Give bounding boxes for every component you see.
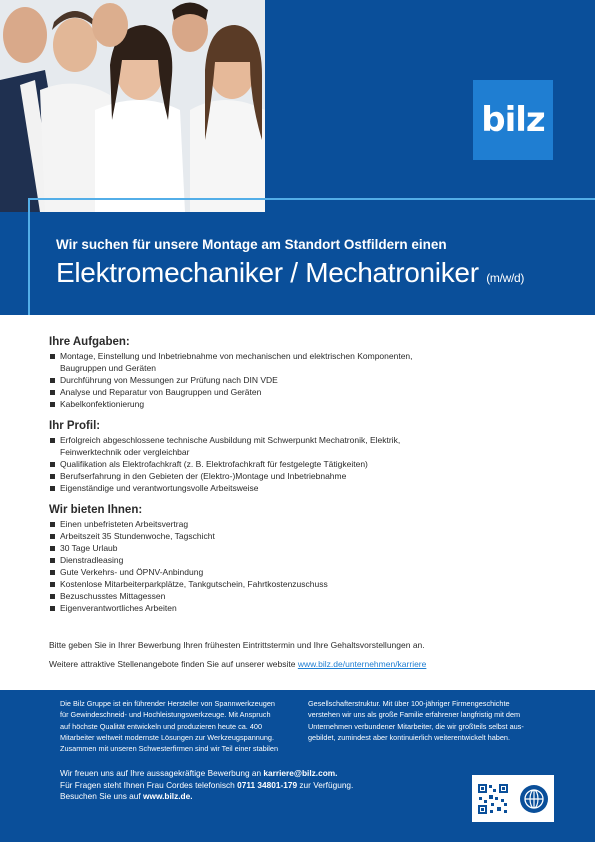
list-item: Arbeitszeit 35 Stundenwoche, Tagschicht	[49, 530, 569, 542]
list-item: Einen unbefristeten Arbeitsvertrag	[49, 518, 569, 530]
phone-number[interactable]: 0711 34801-179	[237, 779, 298, 790]
about-right: Gesellschafterstruktur. Mit über 100-jähriger Firmengeschichte verstehen wir uns als große Familie erfahrener langfristig mit dem Unternehmen verbundener Mitarbeiter, die wir großteils selbst aus- gebildet, zumindest aber kontinuierlich weiterentwickelt haben.	[308, 699, 524, 742]
job-title	[56, 257, 524, 289]
list-item: Analyse und Reparatur von Baugruppen und Geräten	[49, 386, 569, 398]
about-left: Die Bilz Gruppe ist ein führender Hersteller von Spannwerkzeugen für Gewindeschneid- und Hochleistungswerkzeuge. Mit Anspruch auf höchste Qualität entwickeln und produzieren heute ca. 400 Mitarbeiter weltweit modernste Lösungen zur Werkzeugspannung. Zusammen mit unseren Schwesterfirmen sind wir Teil einer stabilen	[60, 699, 279, 754]
header-banner	[0, 0, 595, 315]
task-list	[49, 350, 569, 410]
job-subtitle: Wir suchen für unsere Montage am Standort Ostfildern einen	[56, 237, 447, 252]
list-item: Montage, Einstellung und Inbetriebnahme von mechanischen und elektrischen Komponenten, Baugruppen und Geräten	[49, 350, 569, 374]
job-details	[49, 336, 569, 624]
profile-list	[49, 434, 569, 494]
contact-line-email: Wir freuen uns auf Ihre aussagekräftige Bewerbung an karriere@bilz.com.	[60, 768, 338, 778]
section-angebot	[49, 504, 569, 614]
list-item: Durchführung von Messungen zur Prüfung nach DIN VDE	[49, 374, 569, 386]
more-jobs-note	[49, 659, 426, 669]
section-aufgaben	[49, 336, 569, 410]
list-item: Gute Verkehrs- und ÖPNV-Anbindung	[49, 566, 569, 578]
company-footer	[0, 690, 595, 842]
bilz-logo: bilz	[473, 80, 553, 160]
more-jobs-text: Weitere attraktive Stellenangebote finden Sie auf unserer website	[49, 659, 298, 669]
contact-line-phone: Für Fragen steht Ihnen Frau Cordes telefonisch 0711 34801-179 zur Verfügung.	[60, 779, 354, 790]
email-link[interactable]: karriere@bilz.com.	[263, 768, 338, 778]
section-profil	[49, 420, 569, 494]
list-item: Kostenlose Mitarbeiterparkplätze, Tankgutschein, Fahrtkostenzuschuss	[49, 578, 569, 590]
globe-icon[interactable]	[519, 784, 549, 814]
list-item: Eigenverantwortliches Arbeiten	[49, 602, 569, 614]
job-title-suffix: (m/w/d)	[486, 271, 525, 285]
list-item: 30 Tage Urlaub	[49, 542, 569, 554]
list-item: Dienstradleasing	[49, 554, 569, 566]
list-item: Qualifikation als Elektrofachkraft (z. B. Elektrofachkraft für festgelegte Tätigkeiten)	[49, 458, 569, 470]
list-item: Erfolgreich abgeschlossene technische Ausbildung mit Schwerpunkt Mechatronik, Elektrik, Feinwerktechnik oder vergleichbar	[49, 434, 569, 458]
qr-code-icon[interactable]	[477, 783, 509, 815]
section-heading: Wir bieten Ihnen:	[49, 504, 143, 516]
section-heading: Ihre Aufgaben:	[49, 336, 130, 348]
list-item: Berufserfahrung in den Gebieten der (Elektro-)Montage und Inbetriebnahme	[49, 470, 569, 482]
list-item: Kabelkonfektionierung	[49, 398, 569, 410]
application-note: Bitte geben Sie in Ihrer Bewerbung Ihren frühesten Eintrittstermin und Ihre Gehaltsvorstellungen an.	[49, 640, 425, 650]
list-item: Eigenständige und verantwortungsvolle Arbeitsweise	[49, 482, 569, 494]
job-title-text: Elektromechaniker / Mechatroniker	[56, 257, 479, 288]
careers-link[interactable]: www.bilz.de/unternehmen/karriere	[297, 659, 427, 669]
contact-info	[60, 768, 353, 803]
list-item: Bezuschusstes Mittagessen	[49, 590, 569, 602]
team-photo	[0, 0, 265, 212]
section-heading: Ihr Profil:	[49, 420, 101, 432]
contact-line-web: Besuchen Sie uns auf www.bilz.de.	[60, 791, 193, 801]
benefits-list	[49, 518, 569, 614]
icon-box	[472, 775, 554, 822]
team-photo-illustration	[0, 0, 265, 212]
website-link[interactable]: www.bilz.de.	[143, 791, 193, 801]
